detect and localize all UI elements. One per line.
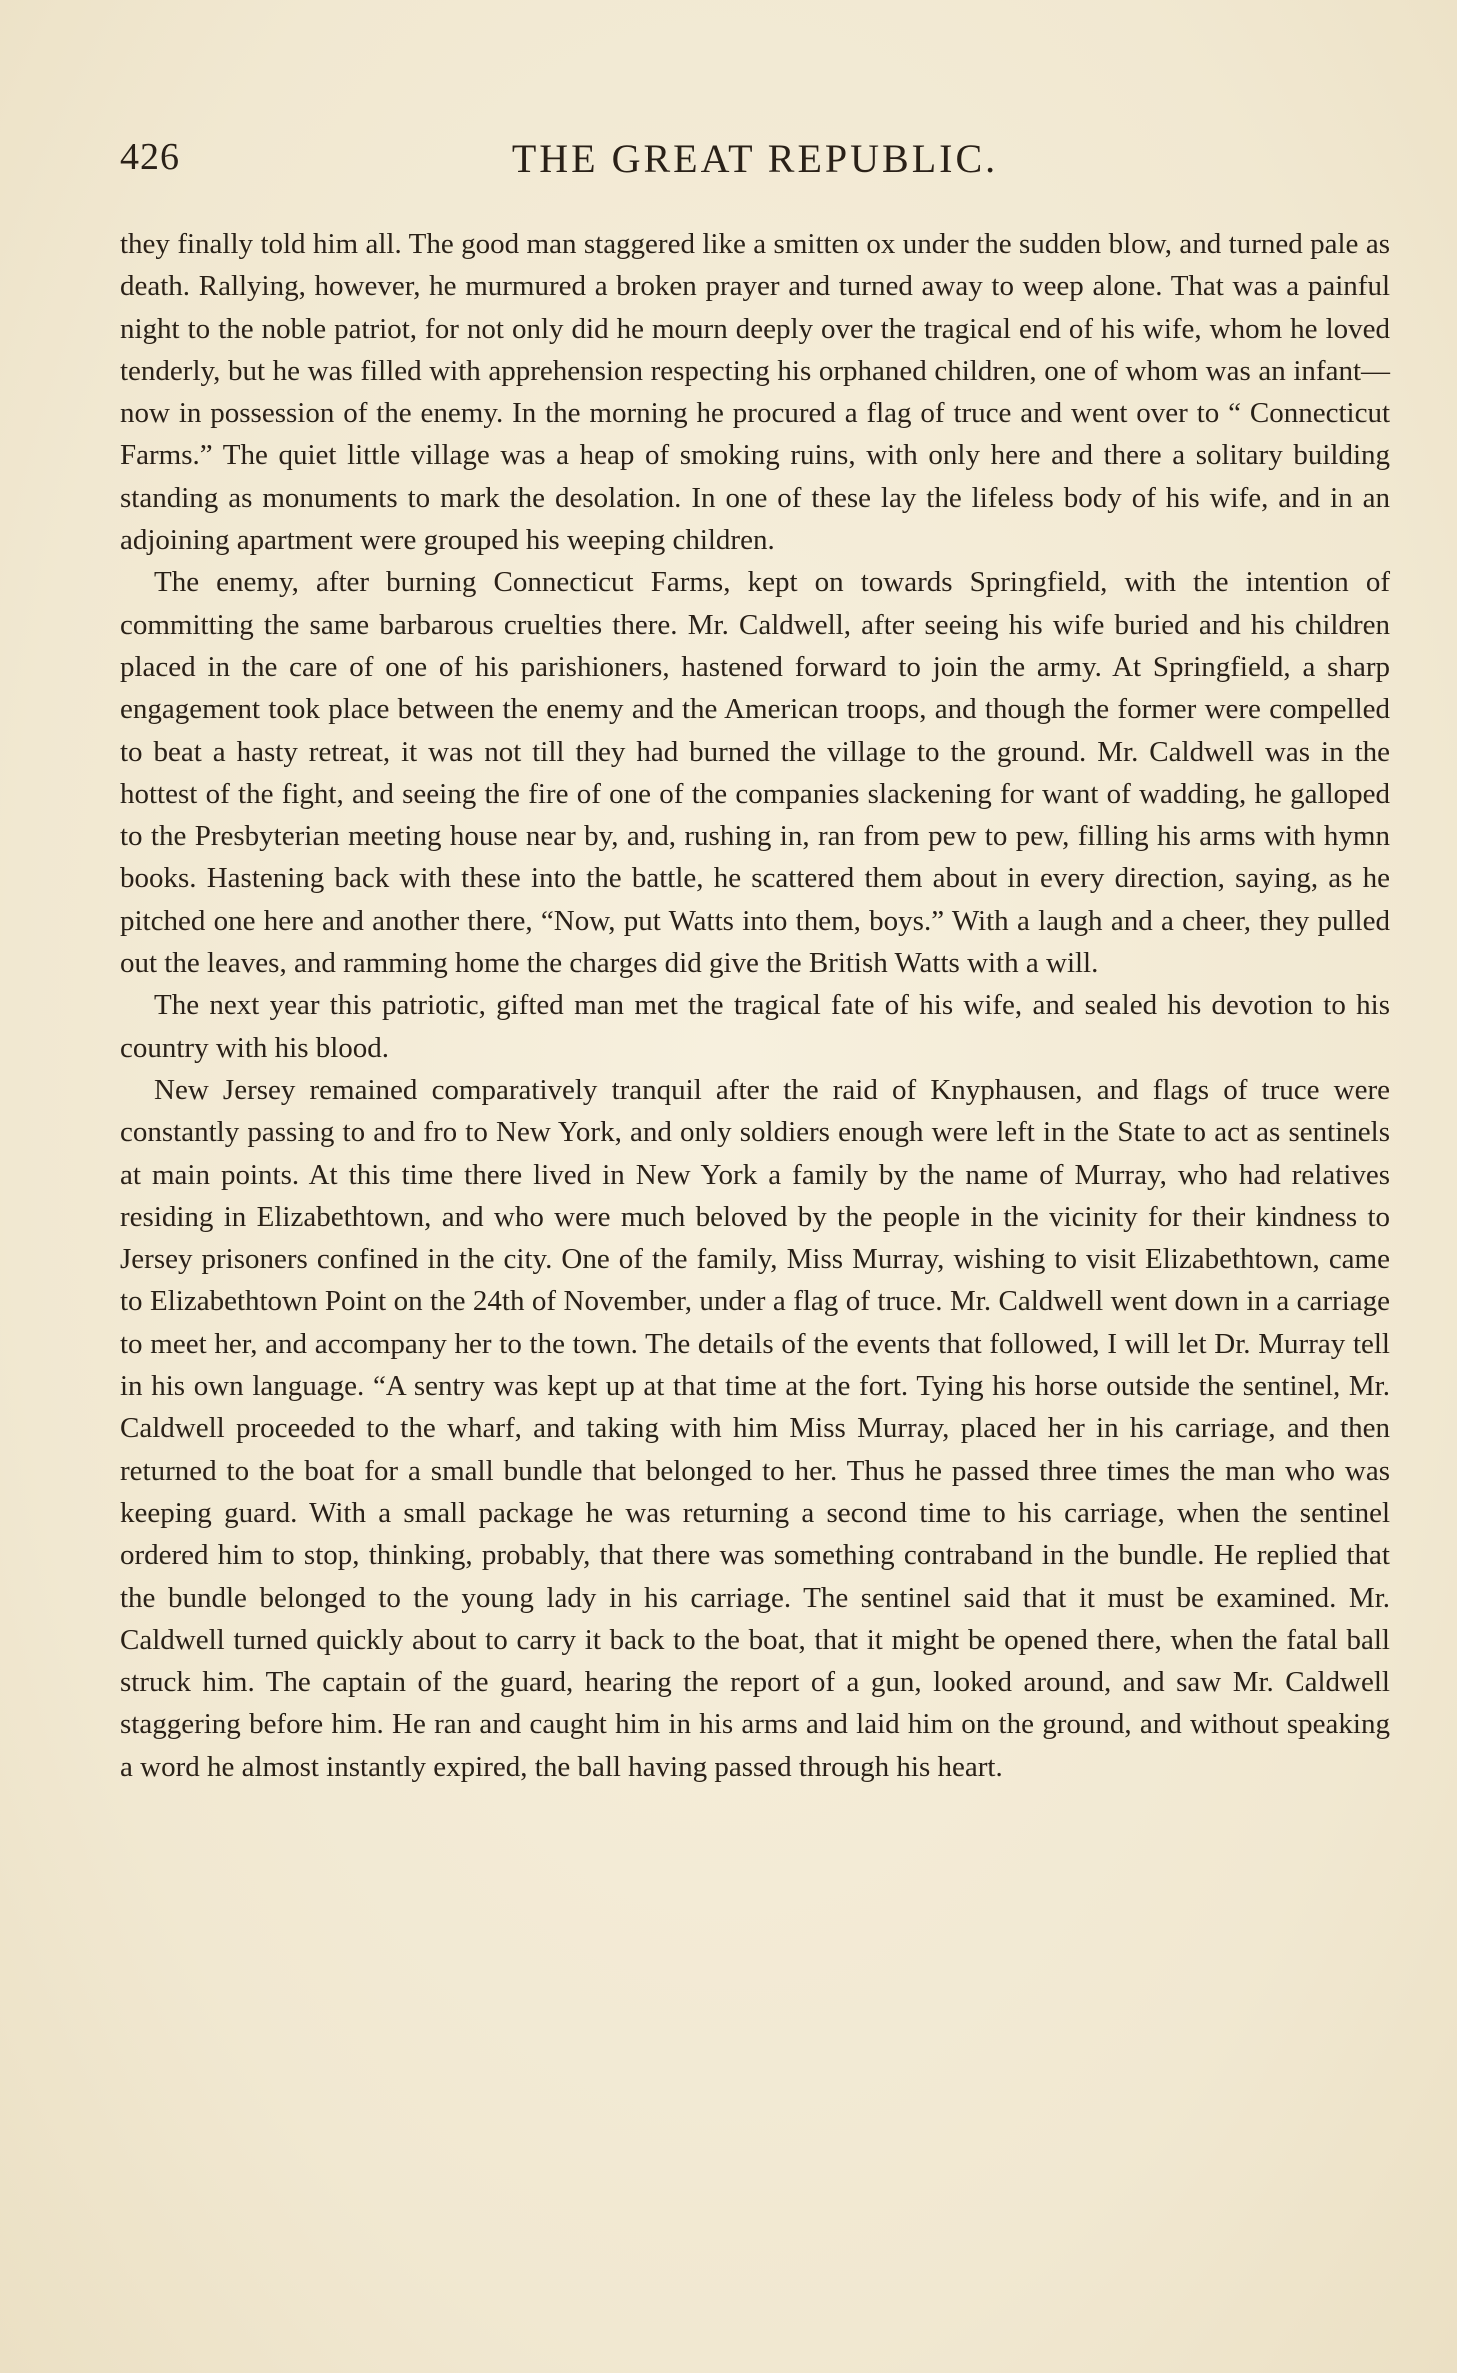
page-number: 426	[120, 136, 180, 178]
paragraph-2: The enemy, after burning Connecticut Farms, kept on towards Springfield, with the intention of committing the same barbarous cruelties there. Mr. Caldwell, after seeing his wife buried and his children placed in the care of one of his parishioners, hastened forward to join the army. At Springfield, a sharp engagement took place between the enemy and the American troops, and though the former were compelled to beat a hasty retreat, it was not till they had burned the village to the ground. Mr. Caldwell was in the hottest of the fight, and seeing the fire of one of the companies slackening for want of wadding, he galloped to the Presbyterian meeting house near by, and, rushing in, ran from pew to pew, filling his arms with hymn books. Hastening back with these into the battle, he scattered them about in every direction, saying, as he pitched one here and another there, “Now, put Watts into them, boys.” With a laugh and a cheer, they pulled out the leaves, and ramming home the charges did give the British Watts with a will.	[120, 566, 1390, 980]
paragraph-4: New Jersey remained comparatively tranquil after the raid of Knyphausen, and flags of truce were constantly passing to and fro to New York, and only soldiers enough were left in the State to act as sentinels at main points. At this time there lived in New York a family by the name of Murray, who had relatives residing in Elizabethtown, and who were much beloved by the people in the vicinity for their kindness to Jersey prisoners confined in the city. One of the family, Miss Murray, wishing to visit Elizabethtown, came to Elizabethtown Point on the 24th of November, under a flag of truce. Mr. Caldwell went down in a carriage to meet her, and accompany her to the town. The details of the events that followed, I will let Dr. Murray tell in his own language. “A sentry was kept up at that time at the fort. Tying his horse outside the sentinel, Mr. Caldwell proceeded to the wharf, and taking with him Miss Murray, placed her in his carriage, and then returned to the boat for a small bundle that belonged to her. Thus he passed three times the man who was keeping guard. With a small package he was returning a second time to his carriage, when the sentinel ordered him to stop, thinking, probably, that there was something contraband in the bundle. He replied that the bundle belonged to the young lady in his carriage. The sentinel said that it must be examined. Mr. Caldwell turned quickly about to carry it back to the boat, that it might be opened there, when the fatal ball struck him. The captain of the guard, hearing the report of a gun, looked around, and saw Mr. Caldwell staggering before him. He ran and caught him in his arms and laid him on the ground, and without speaking a word he almost instantly expired, the ball having passed through his heart.	[120, 1073, 1390, 1783]
body-text	[120, 223, 1390, 1788]
paragraph-3: The next year this patriotic, gifted man met the tragical fate of his wife, and sealed his devotion to his country with his blood.	[120, 989, 1390, 1064]
paragraph-1: they finally told him all. The good man staggered like a smitten ox under the sudden blow, and turned pale as death. Rallying, however, he murmured a broken prayer and turned away to weep alone. That was a painful night to the noble patriot, for not only did he mourn deeply over the tragical end of his wife, whom he loved tenderly, but he was filled with apprehension respecting his orphaned children, one of whom was an infant—now in possession of the enemy. In the morning he procured a flag of truce and went over to “ Connecticut Farms.” The quiet little village was a heap of smoking ruins, with only here and there a solitary building standing as monuments to mark the desolation. In one of these lay the lifeless body of his wife, and in an adjoining apartment were grouped his weeping children.	[120, 228, 1390, 557]
running-title: THE GREAT REPUBLIC.	[511, 136, 999, 181]
page-header	[120, 135, 1390, 195]
